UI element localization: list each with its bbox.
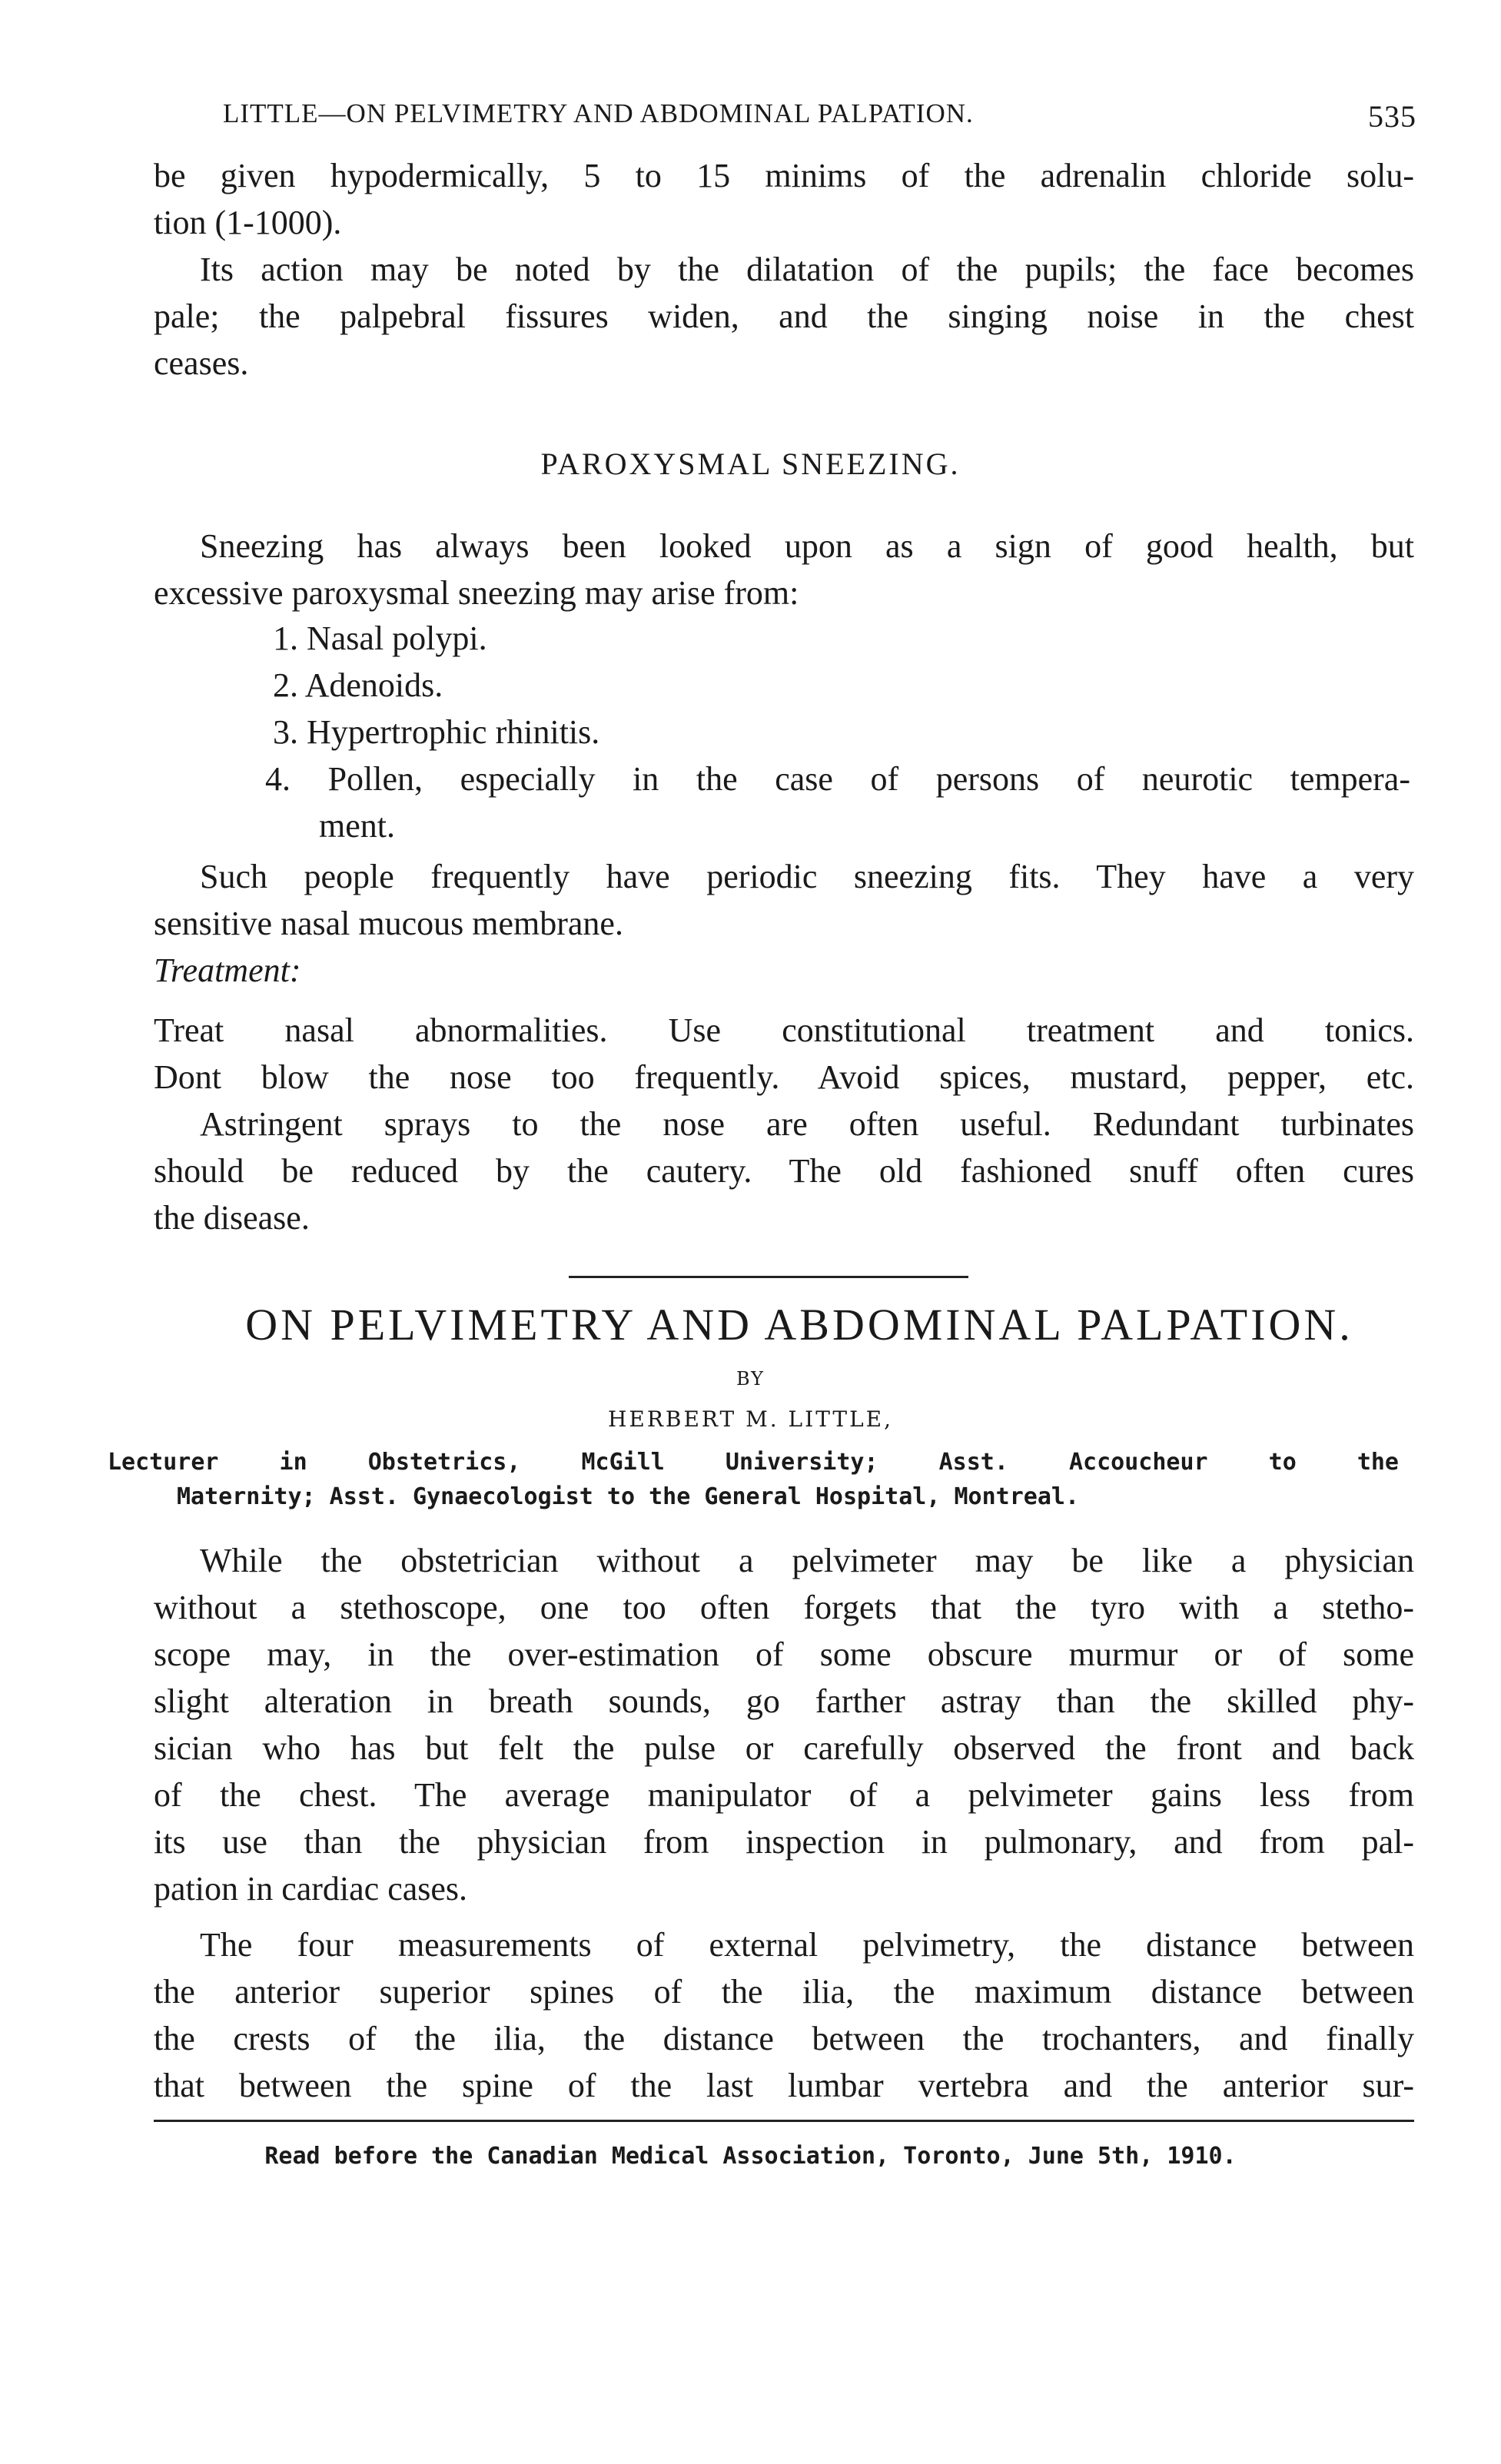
text-line: tion (1-1000).: [154, 204, 342, 241]
article-title: ON PELVIMETRY AND ABDOMINAL PALPATION.: [245, 1300, 1353, 1350]
text-line: without a stethoscope, one too often forgets that the tyro with a stetho-: [154, 1589, 1414, 1626]
text-line: the crests of the ilia, the distance between the trochanters, and finally: [154, 2020, 1414, 2057]
article-byline: BY: [736, 1368, 765, 1390]
text-line: Astringent sprays to the nose are often useful. Redundant turbinates: [200, 1105, 1414, 1143]
list-item: 2. Adenoids.: [273, 666, 443, 704]
list-item: 3. Hypertrophic rhinitis.: [273, 713, 600, 751]
section-divider: [569, 1276, 968, 1278]
text-line: ceases.: [154, 344, 249, 382]
text-line: should be reduced by the cautery. The old fashioned snuff often cures: [154, 1152, 1414, 1190]
paragraph-action: [154, 246, 1414, 387]
page-number: 535: [1368, 99, 1416, 134]
paragraph-adrenalin: [154, 152, 1414, 246]
text-line: scope may, in the over-estimation of some obscure murmur or of some: [154, 1635, 1414, 1673]
text-line: Sneezing has always been looked upon as a sign of good health, but: [200, 527, 1414, 565]
text-line: sensitive nasal mucous membrane.: [154, 905, 623, 942]
text-line: The four measurements of external pelvimetry, the distance between: [200, 1926, 1414, 1964]
text-line: the anterior superior spines of the ilia, the maximum distance between: [154, 1973, 1414, 2011]
text-line: Dont blow the nose too frequently. Avoid spices, mustard, pepper, etc.: [154, 1058, 1414, 1096]
footnote-rule: [154, 2120, 1414, 2122]
paragraph-treatment: [154, 1007, 1414, 1101]
treatment-heading: [154, 947, 1414, 994]
paragraph-sneezing: [154, 523, 1414, 616]
text-line: Such people frequently have periodic sneezing fits. They have a very: [200, 858, 1414, 895]
section-heading: PAROXYSMAL SNEEZING.: [540, 447, 961, 481]
text-line: pation in cardiac cases.: [154, 1870, 468, 1908]
running-title: LITTLE—ON PELVIMETRY AND ABDOMINAL PALPATION.: [223, 98, 974, 128]
treatment-label: Treatment:: [154, 951, 301, 989]
text-line: the disease.: [154, 1199, 310, 1237]
text-line: of the chest. The average manipulator of a pelvimeter gains less from: [154, 1776, 1414, 1814]
list-item-continuation: ment.: [319, 807, 395, 845]
text-line: Its action may be noted by the dilatation of the pupils; the face becomes: [200, 251, 1414, 288]
text-line: pale; the palpebral fissures widen, and the singing noise in the chest: [154, 297, 1414, 335]
text-line: its use than the physician from inspection in pulmonary, and from pal-: [154, 1823, 1414, 1861]
text-line: Treat nasal abnormalities. Use constitutional treatment and tonics.: [154, 1011, 1414, 1049]
paragraph-people: [154, 853, 1414, 947]
list-item: 1. Nasal polypi.: [273, 619, 487, 657]
text-line: be given hypodermically, 5 to 15 minims of the adrenalin chloride solu-: [154, 157, 1414, 194]
author-affiliation: Lecturer in Obstetrics, McGill University; Asst. Accoucheur to the: [108, 1449, 1399, 1476]
text-line: excessive paroxysmal sneezing may arise from:: [154, 574, 799, 612]
text-line: that between the spine of the last lumbar vertebra and the anterior sur-: [154, 2067, 1414, 2104]
running-header: [223, 98, 1416, 137]
text-line: sician who has but felt the pulse or carefully observed the front and back: [154, 1729, 1414, 1767]
footnote: Read before the Canadian Medical Association, Toronto, June 5th, 1910.: [264, 2143, 1237, 2170]
article-author: HERBERT M. LITTLE,: [607, 1406, 894, 1432]
paragraph-astringent: [154, 1101, 1414, 1241]
text-line: slight alteration in breath sounds, go farther astray than the skilled phy-: [154, 1682, 1414, 1720]
author-affiliation: Maternity; Asst. Gynaecologist to the General Hospital, Montreal.: [177, 1483, 1079, 1510]
paragraph-measurements: [154, 1921, 1414, 2109]
list-item: 4. Pollen, especially in the case of persons of neurotic tempera-: [265, 760, 1410, 798]
paragraph-pelvimeter: [154, 1537, 1414, 1912]
text-line: While the obstetrician without a pelvimeter may be like a physician: [200, 1542, 1414, 1579]
